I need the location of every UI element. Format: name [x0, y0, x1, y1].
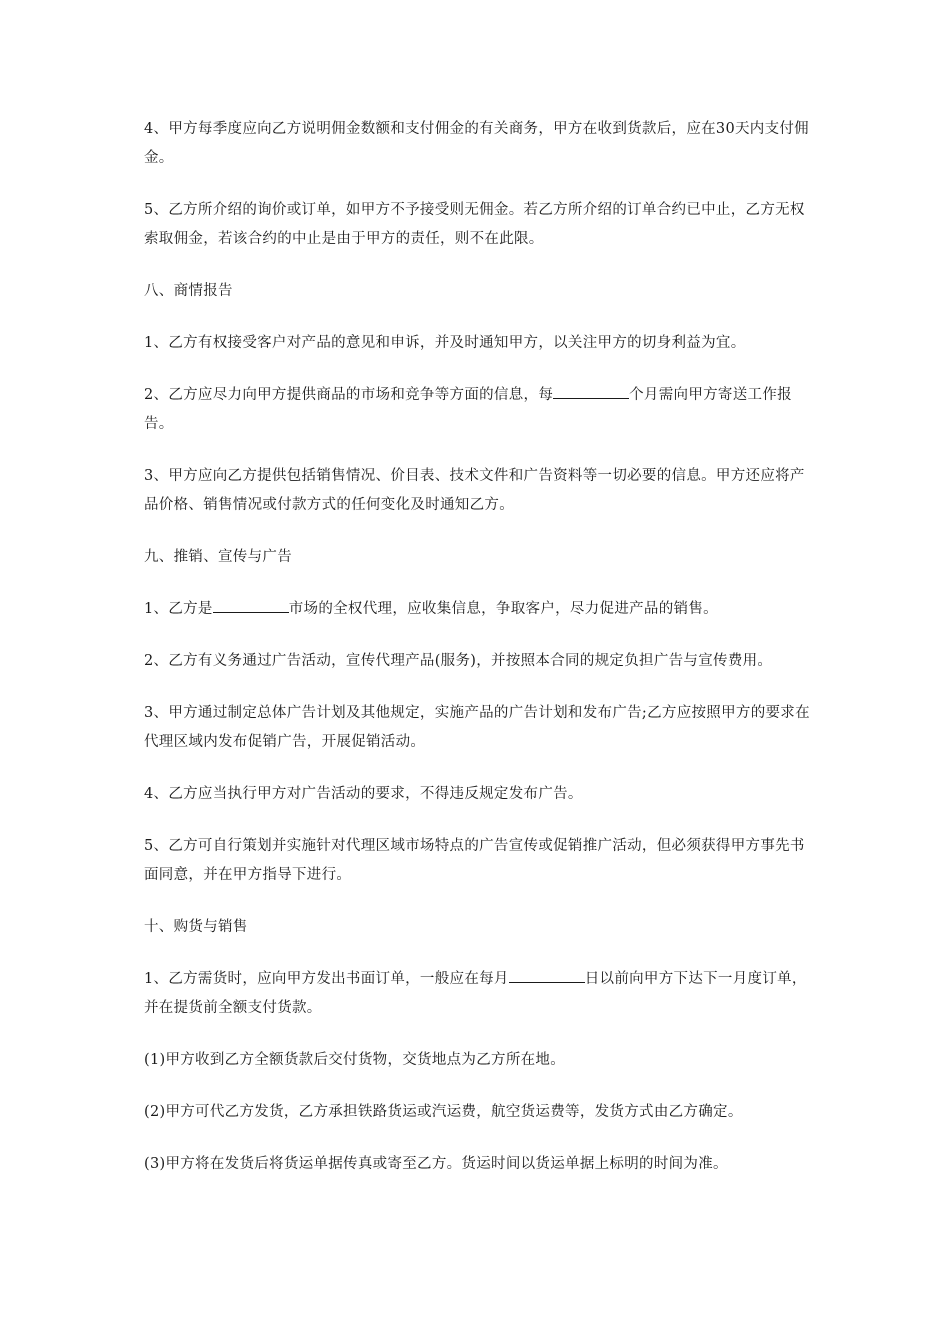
clause-10-1-item-2: (2)甲方可代乙方发货，乙方承担铁路货运或汽运费，航空货运费等，发货方式由乙方确定。 — [144, 1104, 743, 1120]
clause-10-1 — [144, 965, 810, 1023]
clause-8-3: 3、甲方应向乙方提供包括销售情况、价目表、技术文件和广告资料等一切必要的信息。甲方还应将产品价格、销售情况或付款方式的任何变化及时通知乙方。 — [144, 468, 805, 513]
clause-10-1-text-after: 日以前向甲方下达下一月度订单，并在提货前全额支付货款。 — [144, 971, 807, 1016]
clause-10-1-item-1: (1)甲方收到乙方全额货款后交付货物，交货地点为乙方所在地。 — [144, 1052, 566, 1068]
clause-10-1-text-before: 1、乙方需货时，应向甲方发出书面订单，一般应在每月 — [144, 971, 509, 987]
section-heading-purchase-sales: 十、购货与销售 — [144, 919, 248, 935]
clause-8-2-text-before: 2、乙方应尽力向甲方提供商品的市场和竞争等方面的信息，每 — [144, 387, 554, 403]
clause-9-4: 4、乙方应当执行甲方对广告活动的要求，不得违反规定发布广告。 — [144, 786, 583, 802]
clause-8-2 — [144, 381, 810, 439]
clause-8-1: 1、乙方有权接受客户对产品的意见和申诉，并及时通知甲方，以关注甲方的切身利益为宜。 — [144, 335, 746, 351]
clause-10-1-item-3: (3)甲方将在发货后将货运单据传真或寄至乙方。货运时间以货运单据上标明的时间为准。 — [144, 1156, 728, 1172]
section-heading-promotion: 九、推销、宣传与广告 — [144, 549, 292, 565]
clause-9-1-text-after: 市场的全权代理，应收集信息，争取客户，尽力促进产品的销售。 — [288, 601, 718, 617]
clause-9-3: 3、甲方通过制定总体广告计划及其他规定，实施产品的广告计划和发布广告;乙方应按照甲方的要求在代理区域内发布促销广告，开展促销活动。 — [144, 705, 810, 750]
clause-7-4: 4、甲方每季度应向乙方说明佣金数额和支付佣金的有关商务，甲方在收到货款后，应在30天内支付佣金。 — [144, 121, 809, 166]
clause-7-5: 5、乙方所介绍的询价或订单，如甲方不予接受则无佣金。若乙方所介绍的订单合约已中止，乙方无权索取佣金，若该合约的中止是由于甲方的责任，则不在此限。 — [144, 202, 805, 247]
fill-in-blank-market — [213, 598, 289, 613]
document-page — [144, 115, 810, 1202]
clause-9-2: 2、乙方有义务通过广告活动，宣传代理产品(服务)，并按照本合同的规定负担广告与宣传费用。 — [144, 653, 773, 669]
fill-in-blank-months — [553, 384, 629, 399]
fill-in-blank-day — [509, 968, 585, 983]
clause-9-1-text-before: 1、乙方是 — [144, 601, 213, 617]
clause-9-5: 5、乙方可自行策划并实施针对代理区域市场特点的广告宣传或促销推广活动，但必须获得甲方事先书面同意，并在甲方指导下进行。 — [144, 838, 805, 883]
clause-8-2-text-after: 个月需向甲方寄送工作报告。 — [144, 387, 792, 432]
section-heading-business-report: 八、商情报告 — [144, 283, 233, 299]
clause-9-1 — [144, 595, 810, 624]
